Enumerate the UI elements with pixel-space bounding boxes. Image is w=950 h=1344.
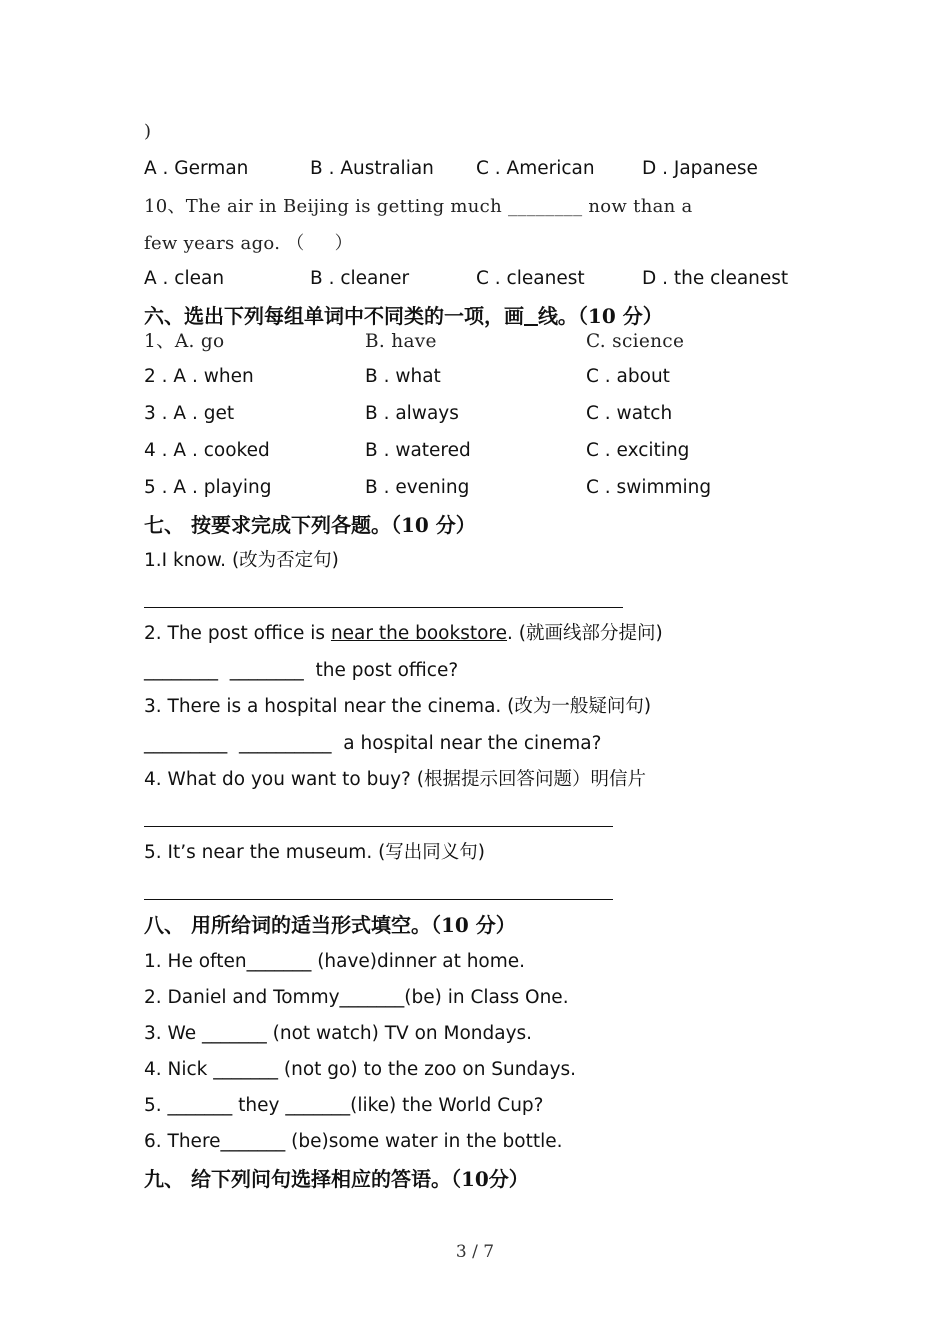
q10-line1: 10、The air in Beijing is getting much ________ now than a [144, 196, 693, 217]
s7-q4: 4. What do you want to buy? (根据提示回答问题）明信片 [144, 769, 646, 790]
section7-heading: 七、 按要求完成下列各题。（10 分） [144, 513, 476, 537]
q10-option-c: C . cleanest [476, 268, 585, 289]
s8-item-4: 4. Nick _______ (not go) to the zoo on Sundays. [144, 1059, 577, 1080]
s8-item-5: 5. _______ they _______(like) the World Cup? [144, 1095, 544, 1116]
s6-row1-c: C. science [586, 331, 685, 352]
s8-item-3: 3. We _______ (not watch) TV on Mondays. [144, 1023, 533, 1044]
q10-line2: few years ago. （ ） [144, 233, 353, 254]
s7-q1: 1.I know. (改为否定句) [144, 550, 339, 571]
s7-q3: 3. There is a hospital near the cinema. (改为一般疑问句) [144, 696, 652, 717]
q9-option-c: C . American [476, 158, 595, 179]
s6-row4-b: B . watered [365, 440, 471, 461]
s7-q2-underlined: near the bookstore [330, 623, 508, 644]
section8-heading: 八、 用所给词的适当形式填空。（10 分） [144, 913, 516, 937]
s6-row2-c: C . about [586, 366, 670, 387]
q9-option-d: D . Japanese [642, 158, 758, 179]
section6-heading-post: 线。（10 分） [537, 304, 663, 328]
s7-q4-answer-line[interactable] [144, 826, 613, 827]
s6-row3-a: 3 . A . get [144, 403, 235, 424]
s6-row5-b: B . evening [365, 477, 470, 498]
section6-heading-pre: 六、选出下列每组单词中不同类的一项，画 [144, 304, 524, 328]
page-number: 3 / 7 [455, 1242, 495, 1262]
section9-heading: 九、 给下列问句选择相应的答语。（10分） [144, 1167, 529, 1191]
s6-row5-a: 5 . A . playing [144, 477, 272, 498]
q9-option-b: B . Australian [310, 158, 434, 179]
s7-q1-answer-line[interactable] [144, 607, 623, 608]
q10-option-a: A . clean [144, 268, 225, 289]
s6-row2-b: B . what [365, 366, 441, 387]
s6-row4-a: 4 . A . cooked [144, 440, 270, 461]
s8-item-6: 6. There_______ (be)some water in the bottle. [144, 1131, 563, 1152]
section6-heading [144, 304, 663, 328]
s7-q5-answer-line[interactable] [144, 899, 613, 900]
q9-tail: ) [144, 121, 152, 142]
s7-q2 [144, 622, 663, 646]
s7-q5: 5. It’s near the museum. (写出同义句) [144, 842, 486, 863]
s6-row4-c: C . exciting [586, 440, 690, 461]
s6-row3-b: B . always [365, 403, 459, 424]
section6-heading-blank [524, 304, 538, 328]
s6-row1-a: 1、A. go [144, 331, 225, 352]
s6-row1-b: B. have [365, 331, 437, 352]
s8-item-1: 1. He often_______ (have)dinner at home. [144, 951, 526, 972]
s6-row5-c: C . swimming [586, 477, 712, 498]
s8-item-2: 2. Daniel and Tommy_______(be) in Class One. [144, 987, 569, 1008]
s7-q2-pre: 2. The post office is [144, 623, 331, 644]
q10-option-b: B . cleaner [310, 268, 410, 289]
s6-row2-a: 2 . A . when [144, 366, 254, 387]
s7-q3-answer[interactable]: _________ __________ a hospital near the cinema? [144, 733, 602, 754]
s6-row3-c: C . watch [586, 403, 673, 424]
q9-option-a: A . German [144, 158, 249, 179]
s7-q2-answer[interactable]: ________ ________ the post office? [144, 660, 459, 681]
s7-q2-post: . (就画线部分提问) [507, 623, 663, 644]
q10-option-d: D . the cleanest [642, 268, 789, 289]
